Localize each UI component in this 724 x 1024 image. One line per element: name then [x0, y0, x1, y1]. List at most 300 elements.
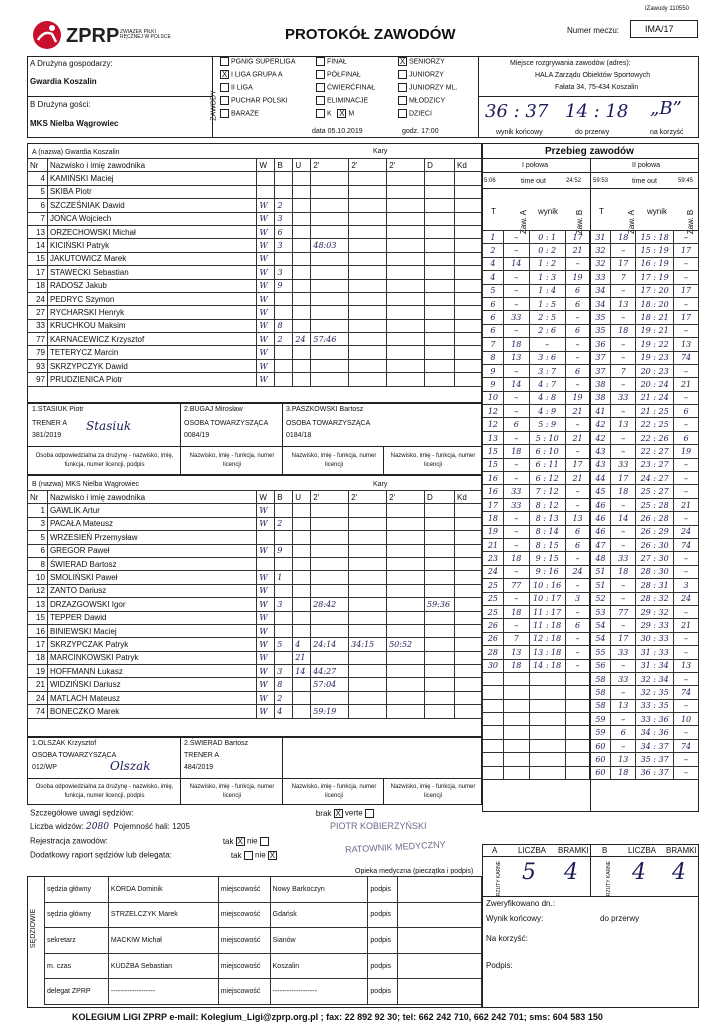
- progress-cell: [565, 699, 590, 712]
- progress-cell: 9 : 15: [529, 552, 565, 565]
- progress-cell: 2 : 6: [529, 324, 565, 337]
- reg-nie-checkbox[interactable]: [260, 837, 269, 846]
- player-nr: 14: [28, 239, 48, 252]
- checkbox-checked[interactable]: X: [221, 70, 228, 79]
- checkbox[interactable]: [220, 57, 229, 66]
- progress-cell: 58: [590, 672, 611, 685]
- player-u: [293, 185, 311, 198]
- player-w: W: [257, 292, 275, 305]
- progress-cell: 8 : 15: [529, 538, 565, 551]
- player-w: W: [257, 571, 275, 584]
- player-w: W: [257, 598, 275, 611]
- progress-cell: 36 : 37: [636, 766, 674, 779]
- player-w: [257, 172, 275, 185]
- progress-cell: –: [503, 324, 529, 337]
- player-name: STAWECKI Sebastian: [47, 266, 257, 279]
- progress-cell: 28 : 32: [636, 592, 674, 605]
- player-k2: [349, 252, 387, 265]
- player-k1: 59:19: [311, 705, 349, 718]
- progress-cell: [529, 713, 565, 726]
- progress-row: [483, 418, 699, 431]
- player-w: W: [257, 225, 275, 238]
- progress-cell: 10 : 17: [529, 592, 565, 605]
- progress-cell: 53: [590, 605, 611, 618]
- signature-b: Olszak: [110, 759, 151, 773]
- progress-cell: –: [611, 284, 636, 297]
- progress-cell: 2: [483, 244, 504, 257]
- progress-cell: –: [565, 418, 590, 431]
- progress-cell: –: [565, 646, 590, 659]
- player-w: [257, 531, 275, 544]
- progress-cell: –: [674, 364, 699, 377]
- progress-cell: 17: [674, 311, 699, 324]
- player-nr: 79: [28, 346, 48, 359]
- player-k1: [311, 319, 349, 332]
- player-k1: [311, 373, 349, 386]
- player-b: 6: [275, 225, 293, 238]
- player-k1: [311, 172, 349, 185]
- progress-cell: –: [565, 632, 590, 645]
- player-k2: 34:15: [349, 638, 387, 651]
- progress-cell: 30: [483, 659, 504, 672]
- progress-cell: 55: [590, 646, 611, 659]
- player-row: [28, 531, 482, 544]
- host-team: Gwardia Koszalin: [30, 77, 97, 86]
- player-k1: [311, 544, 349, 557]
- player-kd: [454, 212, 481, 225]
- player-nr: 5: [28, 531, 48, 544]
- player-d: [425, 212, 455, 225]
- player-u: [293, 252, 311, 265]
- progress-cell: [565, 686, 590, 699]
- progress-cell: [565, 726, 590, 739]
- progress-cell: 13: [483, 431, 504, 444]
- winner: „B”: [650, 98, 682, 119]
- player-w: W: [257, 678, 275, 691]
- progress-cell: 32 : 35: [636, 686, 674, 699]
- progress-cell: 6: [565, 284, 590, 297]
- player-u: [293, 678, 311, 691]
- official-b-2-lic: 484/2019: [184, 764, 214, 771]
- player-kd: [454, 279, 481, 292]
- player-nr: 19: [28, 665, 48, 678]
- progress-cell: [565, 672, 590, 685]
- checkbox[interactable]: [220, 83, 229, 92]
- player-u: 14: [293, 665, 311, 678]
- player-kd: [454, 239, 481, 252]
- page-title: PROTOKÓŁ ZAWODÓW: [285, 26, 456, 43]
- penalty-a-count: 5: [522, 860, 536, 885]
- progress-cell: 19: [674, 445, 699, 458]
- progress-cell: 7: [503, 632, 529, 645]
- player-w: W: [257, 665, 275, 678]
- player-b: 3: [275, 266, 293, 279]
- progress-row: [483, 699, 699, 712]
- progress-cell: 25 : 27: [636, 485, 674, 498]
- progress-cell: 18 : 20: [636, 297, 674, 310]
- progress-cell: 5: [483, 284, 504, 297]
- progress-cell: 37: [590, 351, 611, 364]
- progress-cell: 46: [590, 512, 611, 525]
- progress-cell: 26: [483, 632, 504, 645]
- player-d: [425, 239, 455, 252]
- progress-cell: –: [611, 592, 636, 605]
- signature-label: Podpis:: [486, 961, 513, 970]
- player-name: RADOSZ Jakub: [47, 279, 257, 292]
- player-kd: [455, 638, 482, 651]
- progress-cell: 21: [565, 472, 590, 485]
- progress-cell: –: [611, 686, 636, 699]
- progress-cell: 10: [483, 391, 504, 404]
- player-u: [293, 266, 311, 279]
- player-row: [28, 333, 482, 346]
- player-d: [425, 199, 455, 212]
- player-k1: [311, 359, 349, 372]
- official-a-1-lic: 381/2019: [32, 432, 62, 439]
- player-k2: [349, 517, 387, 530]
- checkbox[interactable]: [220, 96, 229, 105]
- progress-cell: –: [674, 472, 699, 485]
- progress-cell: [483, 766, 504, 779]
- progress-cell: 2 : 5: [529, 311, 565, 324]
- checkbox-checked[interactable]: X: [399, 57, 406, 66]
- progress-cell: 28 : 31: [636, 579, 674, 592]
- progress-cell: –: [565, 257, 590, 270]
- checkbox[interactable]: [398, 70, 407, 79]
- player-k3: [387, 185, 425, 198]
- player-row: [28, 584, 482, 597]
- player-kd: [455, 611, 482, 624]
- player-d: [425, 172, 455, 185]
- player-w: W: [257, 691, 275, 704]
- progress-cell: –: [674, 699, 699, 712]
- progress-cell: 24: [674, 525, 699, 538]
- referee-row: [45, 902, 482, 928]
- checkbox[interactable]: [316, 83, 325, 92]
- player-k2: [349, 584, 387, 597]
- player-row: [28, 705, 482, 718]
- progress-cell: 21: [483, 538, 504, 551]
- progress-cell: 33: [611, 458, 636, 471]
- progress-cell: 54: [590, 619, 611, 632]
- checkbox[interactable]: [398, 96, 407, 105]
- col-kd: Kd: [454, 159, 481, 172]
- player-row: [28, 598, 482, 611]
- progress-cell: –: [565, 659, 590, 672]
- player-k1: [311, 346, 349, 359]
- player-row: [28, 651, 482, 664]
- progress-row: [483, 391, 699, 404]
- checkbox[interactable]: [316, 70, 325, 79]
- checkbox[interactable]: [398, 109, 407, 118]
- player-k2: [349, 199, 387, 212]
- progress-cell: 30 : 33: [636, 632, 674, 645]
- player-nr: 33: [28, 319, 48, 332]
- other-caption: Nazwisko, imię - funkcja, numer licencji: [291, 453, 377, 468]
- player-row: [28, 611, 482, 624]
- progress-cell: 14 : 18: [529, 659, 565, 672]
- player-b: 2: [275, 517, 293, 530]
- progress-cell: –: [674, 766, 699, 779]
- player-k2: [349, 651, 387, 664]
- player-kd: [454, 346, 481, 359]
- progress-cell: 18: [503, 552, 529, 565]
- progress-cell: 18: [611, 324, 636, 337]
- checkbox[interactable]: [316, 57, 325, 66]
- verte-checkbox[interactable]: [365, 809, 374, 818]
- player-w: W: [257, 584, 275, 597]
- progress-cell: 0 : 2: [529, 244, 565, 257]
- progress-cell: –: [503, 284, 529, 297]
- penalty-box: A LICZBA BRAMKI B LICZBA BRAMKI RZUTY KARNE RZUTY KARNE 5 4 4 4: [482, 844, 699, 896]
- player-k2: [349, 504, 387, 517]
- progress-cell: 41: [590, 405, 611, 418]
- player-k3: [387, 678, 425, 691]
- player-k3: [387, 199, 425, 212]
- progress-cell: 14: [503, 378, 529, 391]
- progress-cell: 6 : 10: [529, 445, 565, 458]
- player-row: [28, 306, 482, 319]
- player-row: [28, 239, 482, 252]
- progress-cell: 25: [483, 579, 504, 592]
- player-k1: 57:04: [311, 678, 349, 691]
- player-k2: [349, 571, 387, 584]
- half-score: 14 : 18: [565, 101, 629, 122]
- progress-cell: 17: [611, 472, 636, 485]
- player-name: KARNACEWICZ Krzysztof: [47, 333, 257, 346]
- progress-cell: 15 : 18: [636, 231, 674, 244]
- progress-cell: 33 : 36: [636, 713, 674, 726]
- player-w: W: [257, 638, 275, 651]
- progress-cell: 20 : 23: [636, 364, 674, 377]
- progress-cell: 1 : 5: [529, 297, 565, 310]
- progress-cell: 26: [483, 619, 504, 632]
- progress-cell: 6: [565, 297, 590, 310]
- medical-stamp-name: PIOTR KOBIERZYŃSKI: [330, 821, 427, 831]
- progress-cell: 4: [483, 271, 504, 284]
- player-kd: [454, 252, 481, 265]
- progress-row: [483, 257, 699, 270]
- player-w: W: [257, 306, 275, 319]
- player-kd: [455, 531, 482, 544]
- progress-cell: 8 : 14: [529, 525, 565, 538]
- player-name: BINIEWSKI Maciej: [47, 624, 256, 637]
- progress-cell: –: [674, 231, 699, 244]
- progress-row: [483, 284, 699, 297]
- player-k3: [387, 212, 425, 225]
- player-nr: 18: [28, 279, 48, 292]
- player-b: 3: [275, 665, 293, 678]
- progress-cell: 13: [611, 297, 636, 310]
- player-d: [425, 359, 455, 372]
- player-kd: [455, 705, 482, 718]
- player-w: W: [257, 333, 275, 346]
- progress-cell: [565, 766, 590, 779]
- progress-cell: 21: [674, 378, 699, 391]
- progress-cell: [565, 713, 590, 726]
- player-k2: [349, 691, 387, 704]
- guest-label: B Drużyna gości:: [30, 100, 91, 109]
- progress-cell: –: [503, 364, 529, 377]
- progress-cell: 10: [674, 713, 699, 726]
- player-d: [425, 638, 455, 651]
- player-nr: 13: [28, 598, 48, 611]
- progress-cell: –: [674, 646, 699, 659]
- player-b: [275, 373, 293, 386]
- progress-cell: 19: [565, 391, 590, 404]
- progress-cell: 74: [674, 538, 699, 551]
- player-nr: 17: [28, 638, 48, 651]
- player-w: W: [257, 544, 275, 557]
- progress-cell: 34: [590, 284, 611, 297]
- progress-cell: 24: [483, 565, 504, 578]
- player-row: [28, 319, 482, 332]
- progress-cell: 18: [503, 338, 529, 351]
- progress-cell: 77: [611, 605, 636, 618]
- player-u: [293, 373, 311, 386]
- player-k3: [387, 239, 425, 252]
- progress-cell: –: [611, 498, 636, 511]
- progress-cell: [565, 753, 590, 766]
- checkbox[interactable]: [398, 83, 407, 92]
- rep-tak-checkbox[interactable]: [244, 851, 253, 860]
- progress-cell: 18: [503, 659, 529, 672]
- progress-cell: [503, 739, 529, 752]
- progress-cell: –: [565, 338, 590, 351]
- progress-row: [483, 552, 699, 565]
- player-u: [293, 225, 311, 238]
- player-k3: [387, 584, 425, 597]
- player-k2: [349, 611, 387, 624]
- progress-cell: 14: [611, 512, 636, 525]
- favor-label: Na korzyść:: [486, 934, 528, 943]
- progress-row: [483, 619, 699, 632]
- final-result-label: Wynik końcowy:: [486, 914, 544, 923]
- progress-cell: 33: [590, 271, 611, 284]
- penalty-a-goals: 4: [564, 860, 578, 885]
- player-k3: [387, 598, 425, 611]
- progress-cell: 13: [674, 659, 699, 672]
- player-k3: [387, 557, 425, 570]
- player-k3: [387, 517, 425, 530]
- progress-cell: –: [565, 378, 590, 391]
- progress-cell: –: [503, 391, 529, 404]
- progress-cell: –: [611, 659, 636, 672]
- player-nr: 15: [28, 611, 48, 624]
- progress-cell: [529, 686, 565, 699]
- player-row: [28, 517, 482, 530]
- checkbox[interactable]: [316, 109, 325, 118]
- host-label: A Drużyna gospodarzy:: [30, 59, 113, 68]
- progress-cell: 3 : 6: [529, 351, 565, 364]
- progress-cell: 31 : 33: [636, 646, 674, 659]
- player-name: MARCINKOWSKI Patryk: [47, 651, 256, 664]
- player-d: [425, 252, 455, 265]
- progress-cell: –: [674, 418, 699, 431]
- progress-cell: 8: [483, 351, 504, 364]
- progress-row: [483, 739, 699, 752]
- player-kd: [454, 319, 481, 332]
- progress-cell: [529, 726, 565, 739]
- player-k3: [387, 252, 425, 265]
- player-nr: 24: [28, 691, 48, 704]
- progress-row: [483, 632, 699, 645]
- checkbox-checked[interactable]: X: [339, 109, 345, 118]
- official-b-1-role: OSOBA TOWARZYSZĄCA: [32, 752, 117, 759]
- player-name: PRUDZIENICA Piotr: [47, 373, 257, 386]
- player-d: [425, 292, 455, 305]
- brak-checkbox[interactable]: X: [335, 809, 341, 818]
- official-a-2-lic: 0084/19: [184, 432, 210, 439]
- progress-row: [483, 646, 699, 659]
- player-d: [425, 319, 455, 332]
- official-b-1-lic: 012/WP: [32, 764, 57, 771]
- progress-cell: 22 : 25: [636, 418, 674, 431]
- rep-nie-checkbox[interactable]: X: [269, 851, 276, 860]
- progress-cell: 17: [565, 458, 590, 471]
- progress-row: [483, 311, 699, 324]
- referee-cell: [398, 877, 482, 903]
- player-u: [293, 544, 311, 557]
- player-k1: 24:14: [311, 638, 349, 651]
- player-k1: 48:03: [311, 239, 349, 252]
- player-k3: [387, 705, 425, 718]
- progress-cell: 38: [590, 391, 611, 404]
- player-b: 2: [275, 691, 293, 704]
- player-b: [275, 185, 293, 198]
- player-d: [425, 584, 455, 597]
- reg-tak-checkbox[interactable]: X: [237, 837, 243, 846]
- progress-table: [482, 230, 699, 780]
- referee-cell: sędzia główny: [45, 877, 109, 903]
- team-a-table: [27, 158, 482, 387]
- player-nr: 1: [28, 504, 48, 517]
- official-a-2-role: OSOBA TOWARZYSZĄCA: [184, 420, 269, 427]
- progress-cell: 19 : 21: [636, 324, 674, 337]
- player-b: [275, 504, 293, 517]
- player-u: [293, 705, 311, 718]
- progress-cell: 17: [565, 231, 590, 244]
- player-w: W: [257, 199, 275, 212]
- player-name: ORZECHOWSKI Michał: [47, 225, 257, 238]
- checkbox[interactable]: [316, 96, 325, 105]
- player-kd: [455, 651, 482, 664]
- progress-row: [483, 753, 699, 766]
- progress-row: [483, 351, 699, 364]
- progress-row: [483, 231, 699, 244]
- referee-cell: miejscowość: [218, 953, 270, 979]
- official-a-3-lic: 0184/18: [286, 432, 312, 439]
- player-w: W: [257, 239, 275, 252]
- other-caption: Nazwisko, imię - funkcja, numer licencji: [189, 453, 275, 468]
- progress-cell: 15: [483, 458, 504, 471]
- player-kd: [455, 598, 482, 611]
- player-name: KICIŃSKI Patryk: [47, 239, 257, 252]
- progress-cell: [483, 753, 504, 766]
- player-name: PEDRYC Szymon: [47, 292, 257, 305]
- player-nr: 27: [28, 306, 48, 319]
- checkbox[interactable]: [220, 109, 229, 118]
- player-d: [425, 544, 455, 557]
- progress-cell: –: [674, 753, 699, 766]
- progress-cell: 21: [565, 405, 590, 418]
- player-kd: [454, 199, 481, 212]
- other-caption: Nazwisko, imię - funkcja, numer licencji: [390, 453, 476, 468]
- progress-cell: 4: [483, 257, 504, 270]
- player-b: [275, 292, 293, 305]
- progress-cell: 15 : 19: [636, 244, 674, 257]
- col-k3: 2': [387, 159, 425, 172]
